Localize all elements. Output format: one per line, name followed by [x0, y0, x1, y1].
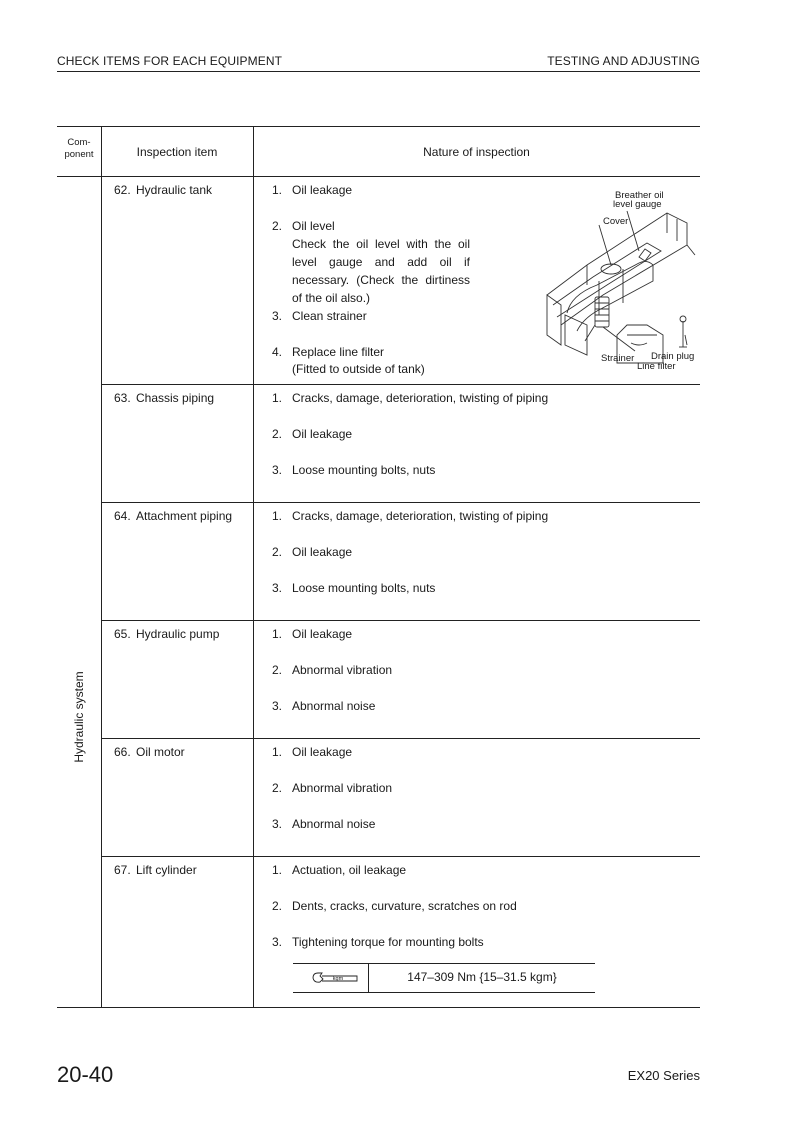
check-line [272, 391, 548, 405]
check-line [272, 935, 484, 949]
header-rule [57, 71, 700, 72]
item-number: 67. [114, 863, 131, 877]
column-divider [101, 127, 102, 1007]
check-text: Cracks, damage, deterioration, twisting of piping [292, 391, 549, 405]
check-line [272, 863, 406, 877]
check-number: 2. [272, 781, 283, 795]
inspection-item-title [114, 391, 214, 405]
check-number: 4. [272, 345, 283, 359]
check-number: 1. [272, 863, 283, 877]
check-number: 3. [272, 935, 283, 949]
check-number: 1. [272, 745, 283, 759]
check-number: 1. [272, 627, 283, 641]
check-line [272, 463, 435, 477]
row-divider [101, 738, 700, 739]
check-number: 2. [272, 663, 283, 677]
column-header-inspection-item: Inspection item [136, 145, 218, 159]
check-number: 3. [272, 581, 283, 595]
check-text: Abnormal noise [292, 817, 376, 831]
check-number: 3. [272, 699, 283, 713]
column-header-component [57, 137, 101, 161]
torque-wrench-icon [311, 971, 359, 985]
check-text: Replace line filter [292, 345, 385, 359]
label-cover: Cover [603, 216, 629, 227]
check-number: 3. [272, 817, 283, 831]
check-line [272, 427, 352, 441]
item-title: Hydraulic tank [136, 183, 213, 197]
check-line [272, 899, 517, 913]
check-number: 2. [272, 427, 283, 441]
column-divider [253, 127, 254, 1007]
check-number: 2. [272, 899, 283, 913]
item-title: Hydraulic pump [136, 627, 220, 641]
series-name: EX20 Series [627, 1068, 700, 1083]
item-number: 66. [114, 745, 131, 759]
torque-value: 147–309 Nm {15–31.5 kgm} [407, 970, 557, 984]
inspection-table [57, 126, 700, 1008]
check-text: Loose mounting bolts, nuts [292, 463, 436, 477]
component-label: Hydraulic system [72, 671, 86, 763]
check-number: 3. [272, 463, 283, 477]
header-section-title: CHECK ITEMS FOR EACH EQUIPMENT [57, 54, 283, 68]
hydraulic-tank-diagram [527, 185, 699, 377]
item-title: Oil motor [136, 745, 185, 759]
page-number: 20-40 [57, 1062, 114, 1087]
row-divider [101, 856, 700, 857]
inspection-item-title [114, 183, 212, 197]
item-title: Chassis piping [136, 391, 215, 405]
inspection-item-title [114, 863, 197, 877]
label-drain-plug: Drain plug [651, 351, 695, 362]
item-title: Attachment piping [136, 509, 233, 523]
check-number: 1. [272, 509, 283, 523]
check-line [272, 745, 352, 759]
check-text: Oil leakage [292, 183, 353, 197]
check-text: Abnormal vibration [292, 781, 393, 795]
check-text: Cracks, damage, deterioration, twisting of piping [292, 509, 549, 523]
check-line [272, 219, 335, 233]
check-line [272, 345, 384, 359]
check-line [272, 509, 548, 523]
check-line [272, 545, 352, 559]
check-text: Clean strainer [292, 309, 367, 323]
check-detail: Check the oil level with the oil level gauge and add oil if necessary. (Check the dirtiness of the oil also.) [292, 237, 470, 305]
check-text: Abnormal vibration [292, 663, 393, 677]
check-text: Oil leakage [292, 627, 353, 641]
label-breather: level gauge [613, 199, 662, 210]
column-header-component-line: ponent [64, 149, 94, 160]
column-header-component-line: Com- [67, 137, 91, 148]
check-text: Abnormal noise [292, 699, 376, 713]
item-number: 65. [114, 627, 131, 641]
check-line [272, 627, 352, 641]
item-number: 64. [114, 509, 131, 523]
check-text: Dents, cracks, curvature, scratches on rod [292, 899, 517, 913]
torque-spec-box [293, 963, 595, 993]
check-line [272, 817, 375, 831]
label-breather: Breather oil [615, 190, 664, 201]
row-divider [101, 502, 700, 503]
label-strainer: Strainer [601, 353, 635, 364]
check-line [272, 781, 392, 795]
check-number: 1. [272, 391, 283, 405]
check-number: 2. [272, 219, 283, 233]
check-text: Loose mounting bolts, nuts [292, 581, 436, 595]
torque-icon-label: kgm [332, 976, 344, 983]
check-number: 3. [272, 309, 283, 323]
check-text: Tightening torque for mounting bolts [292, 935, 484, 949]
header-row-divider [57, 176, 700, 177]
row-divider [101, 384, 700, 385]
check-line [272, 663, 392, 677]
inspection-item-title [114, 509, 232, 523]
check-text: Oil leakage [292, 545, 353, 559]
check-line [272, 309, 367, 323]
inspection-item-title [114, 745, 185, 759]
row-divider [101, 620, 700, 621]
column-header-nature: Nature of inspection [423, 145, 530, 159]
check-number: 2. [272, 545, 283, 559]
check-text: Oil leakage [292, 745, 353, 759]
check-line [272, 699, 375, 713]
check-text: Oil level [292, 219, 335, 233]
item-title: Lift cylinder [136, 863, 197, 877]
check-text: Actuation, oil leakage [292, 863, 407, 877]
inspection-item-title [114, 627, 219, 641]
item-number: 62. [114, 183, 131, 197]
check-number: 1. [272, 183, 283, 197]
label-line-filter: Line filter [637, 361, 676, 372]
check-line [272, 581, 435, 595]
item-number: 63. [114, 391, 131, 405]
check-text: Oil leakage [292, 427, 353, 441]
header-chapter-title: TESTING AND ADJUSTING [547, 54, 700, 68]
check-detail: (Fitted to outside of tank) [292, 362, 425, 376]
check-line [272, 183, 352, 197]
